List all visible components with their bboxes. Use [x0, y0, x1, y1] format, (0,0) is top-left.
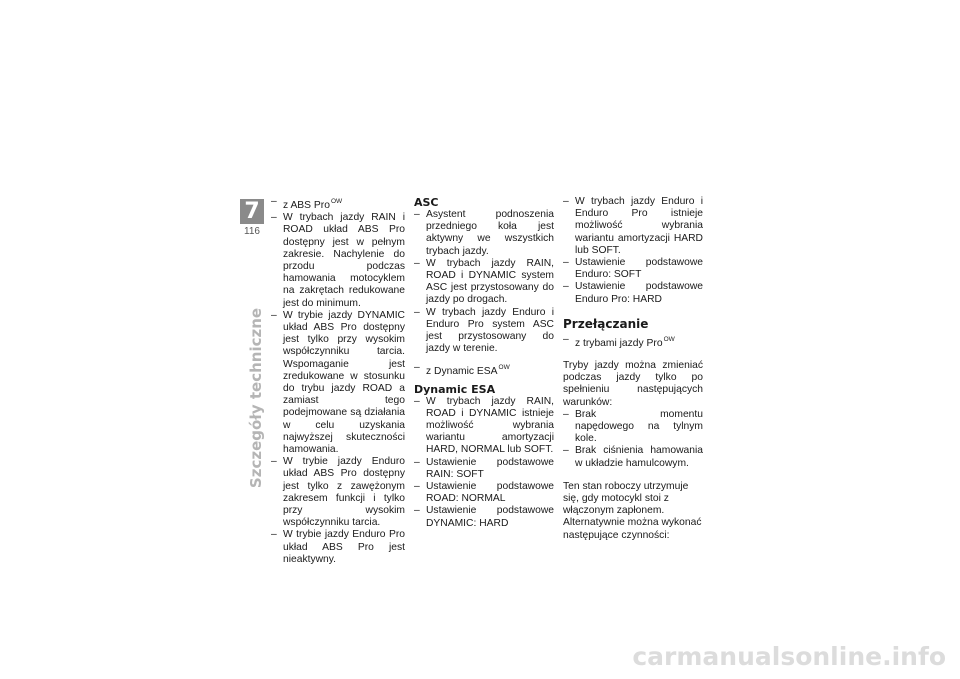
list-item: – Asystent podnoszenia przedniego koła jest aktywny we wszystkich trybach jazdy.	[414, 209, 554, 258]
ow-marker: OW	[498, 364, 510, 372]
switch-heading: Przełączanie	[563, 316, 649, 331]
watermark: carmanualsonline.info	[632, 642, 946, 671]
list-item: – Ustawienie podstawowe DYNAMIC: HARD	[414, 505, 554, 529]
column-2	[414, 196, 554, 530]
dynamic-esa-variant: – z Dynamic $ESA^{OW}$	[414, 362, 554, 378]
list-item: – W trybach jazdy RAIN, ROAD i DYNAMIC istnieje możliwość wybrania wariantu amortyzacji HARD, NORMAL lub SOFT.	[414, 396, 554, 457]
list-item: – W trybie jazdy DYNAMIC układ ABS Pro dostępny jest tylko przy wysokim współczynniku tarcia. Wspomaganie jest zredukowane w stosunku do trybu jazdy ROAD a zamiast tego podejmowane są działania w celu uzyskania najwyższej skuteczności hamowania.	[271, 310, 405, 456]
list-item: – W trybie jazdy Enduro układ ABS Pro dostępny jest tylko z zawężonym zakresem funkcji i tylko przy wysokim współczynniku tarcia.	[271, 456, 405, 529]
ow-marker: OW	[663, 335, 675, 343]
list-item: – W trybie jazdy Enduro Pro układ ABS Pro jest nieaktywny.	[271, 529, 405, 566]
esa-heading: Dynamic ESA	[414, 382, 496, 396]
list-item: – Brak ciśnienia hamowania w układzie hamulcowym.	[563, 445, 703, 469]
chapter-title: Szczegóły techniczne	[247, 307, 265, 489]
chapter-number: 7	[240, 199, 264, 224]
asc-heading: ASC	[414, 196, 439, 209]
pro-modes-variant: – z trybami jazdy Pro$^{OW}$	[563, 334, 703, 350]
page-number: 116	[244, 226, 260, 237]
paragraph: Ten stan roboczy utrzymuje się, gdy motocykl stoi z włączonym zapłonem. Alternatywnie można wykonać następujące czynności:	[563, 480, 702, 541]
column-3	[563, 196, 703, 542]
list-item: – W trybach jazdy RAIN i ROAD układ ABS Pro dostępny jest w pełnym zakresie. Nachylenie do przodu podczas hamowania motocyklem na zakrętach redukowane jest do minimum.	[271, 212, 405, 310]
column-1	[271, 196, 405, 566]
list-item: – Brak momentu napędowego na tylnym kole.	[563, 409, 703, 446]
paragraph: Tryby jazdy można zmieniać podczas jazdy tylko po spełnieniu następujących warunków:	[563, 360, 703, 408]
list-item: – W trybach jazdy Enduro i Enduro Pro system ASC jest przystosowany do jazdy w terenie.	[414, 307, 554, 356]
list-item: – Ustawienie podstawowe RAIN: SOFT	[414, 457, 554, 481]
ow-marker: OW	[330, 198, 343, 205]
abs-pro-variant: – z ABS Pro$^{OW}$	[271, 196, 405, 212]
list-item: – Ustawienie podstawowe Enduro: SOFT	[563, 257, 703, 281]
list-item: – Ustawienie podstawowe Enduro Pro: HARD	[563, 281, 703, 305]
list-item: – W trybach jazdy RAIN, ROAD i DYNAMIC system ASC jest przystosowany do jazdy po drogach.	[414, 258, 554, 307]
list-item: – Ustawienie podstawowe ROAD: NORMAL	[414, 481, 554, 505]
list-item: – W trybach jazdy Enduro i Enduro Pro istnieje możliwość wybrania wariantu amortyzacji HARD lub SOFT.	[563, 196, 703, 257]
